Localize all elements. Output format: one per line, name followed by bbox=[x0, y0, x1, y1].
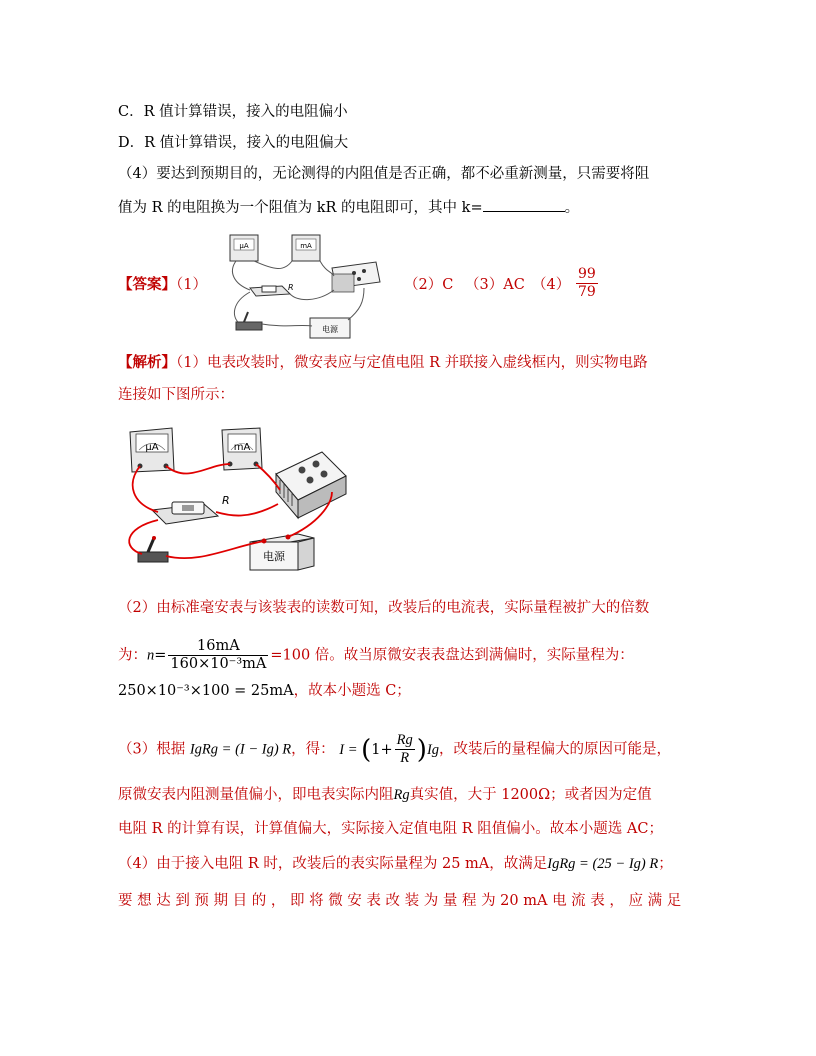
analysis-p3-formula2: I = (1+ $\frac{Rg}{R}$ )Ig bbox=[339, 732, 440, 766]
power-supply-small bbox=[310, 318, 350, 338]
question-4-line2-prefix: 值为 R 的电阻换为一个阻值为 kR 的电阻即可，其中 k= bbox=[118, 200, 483, 216]
resistance-box bbox=[276, 452, 346, 518]
analysis-p3-formula2-numerator: Rg bbox=[396, 732, 413, 748]
analysis-p3-get: ，得： bbox=[291, 741, 335, 758]
analysis-p3-formula2-denominator: R bbox=[400, 750, 410, 766]
analysis-p3-line2 bbox=[118, 784, 652, 806]
power-supply-small-label: 电源 bbox=[322, 325, 338, 334]
analysis-p4-line1-b: ； bbox=[658, 856, 673, 872]
switch-small bbox=[236, 312, 262, 330]
question-4-line2-suffix: 。 bbox=[564, 200, 580, 216]
analysis-p2-prefix: 为： bbox=[118, 647, 147, 664]
analysis-p2-eq: = bbox=[154, 647, 167, 664]
resistance-box-small bbox=[332, 262, 380, 292]
circuit-figure bbox=[118, 424, 354, 584]
analysis-label: 【解析】 bbox=[118, 354, 176, 371]
question-4-line2 bbox=[118, 197, 579, 219]
answer-part2: （2）C bbox=[404, 277, 454, 293]
analysis-p3-line1 bbox=[118, 732, 671, 767]
analysis-p3-line2-b: 真实值，大于 1200Ω；或者因为定值 bbox=[409, 787, 652, 803]
power-supply-label: 电源 bbox=[263, 550, 285, 563]
answer-blank bbox=[483, 197, 565, 212]
microammeter-small-label: μA bbox=[239, 242, 249, 250]
analysis-p3-formula2-lhs: I = bbox=[339, 741, 362, 758]
analysis-p2-n: n bbox=[147, 647, 155, 664]
resistor bbox=[152, 494, 230, 524]
answer-k-denominator: 79 bbox=[578, 284, 596, 300]
answer-part4: （4） bbox=[532, 277, 571, 293]
milliammeter-label: mA bbox=[233, 442, 251, 453]
resistor-label: R bbox=[222, 494, 230, 507]
analysis-p2-numerator: 16mA bbox=[168, 638, 268, 656]
analysis-p3-formula2-tail: Ig bbox=[426, 741, 440, 758]
analysis-p1-line1 bbox=[118, 352, 648, 374]
analysis-p4-line2: 要 想 达 到 预 期 目 的 ， 即 将 微 安 表 改 装 为 量 程 为 20 mA 电 流 表 ， 应 满 足 bbox=[118, 893, 682, 909]
switch bbox=[138, 536, 168, 562]
answer-part1: （1） bbox=[176, 277, 207, 293]
answer-k-fraction bbox=[574, 266, 600, 301]
analysis-p2-denominator: 160×10⁻³mA bbox=[170, 656, 267, 672]
question-4-line1: （4）要达到预期目的，无论测得的内阻值是否正确，都不必重新测量，只需要将阻 bbox=[118, 166, 650, 182]
option-c: C．R 值计算错误，接入的电阻偏小 bbox=[118, 104, 348, 120]
analysis-p2-line3 bbox=[118, 680, 411, 702]
power-supply bbox=[250, 534, 314, 570]
analysis-p1-text: （1）电表改装时，微安表应与定值电阻 R 并联接入虚线框内，则实物电路 bbox=[176, 355, 648, 371]
analysis-p3-suffix: ，改装后的量程偏大的原因可能是， bbox=[439, 741, 672, 758]
analysis-p4-line1 bbox=[118, 853, 673, 875]
milliammeter-small-label: mA bbox=[300, 242, 312, 250]
analysis-p3-line2-a: 原微安表内阻测量值偏小，即电表实际内阻 bbox=[118, 787, 394, 803]
answer-label: 【答案】 bbox=[118, 276, 176, 293]
analysis-p2-conclusion: ，故本小题选 C； bbox=[293, 683, 411, 699]
analysis-p3-formula1: IgRg = (I − Ig) R bbox=[189, 741, 292, 758]
analysis-p2-line2 bbox=[118, 638, 634, 673]
answer-circuit-figure bbox=[214, 232, 386, 342]
microammeter-small bbox=[230, 235, 258, 261]
milliammeter-small bbox=[292, 235, 320, 261]
microammeter bbox=[130, 428, 174, 472]
analysis-p2-calc: 250×10⁻³×100 = 25mA bbox=[118, 683, 294, 699]
microammeter-label: μA bbox=[145, 442, 159, 453]
resistor-small bbox=[250, 283, 294, 296]
answer-part3: （3）AC bbox=[465, 277, 525, 293]
analysis-p3-formula2-one: 1+ bbox=[371, 741, 393, 758]
option-d: D．R 值计算错误，接入的电阻偏大 bbox=[118, 135, 349, 151]
answer-label-line bbox=[118, 274, 207, 296]
analysis-p3-prefix: （3）根据 bbox=[118, 741, 186, 758]
resistor-small-label: R bbox=[288, 283, 294, 292]
analysis-p3-rg: Rg bbox=[393, 787, 410, 803]
answer-k-numerator: 99 bbox=[578, 266, 596, 282]
analysis-p3-line3: 电阻 R 的计算有误，计算值偏大，实际接入定值电阻 R 阻值偏小。故本小题选 AC； bbox=[118, 821, 663, 837]
analysis-p1-line2: 连接如下图所示： bbox=[118, 387, 234, 403]
analysis-p4-formula: IgRg = (25 − Ig) R bbox=[547, 856, 659, 872]
analysis-p4-line1-a: （4）由于接入电阻 R 时，改装后的表实际量程为 25 mA，故满足 bbox=[118, 856, 548, 872]
analysis-p2-result: =100 倍。故当原微安表表盘达到满偏时，实际量程为： bbox=[270, 647, 634, 664]
analysis-p2-line1: （2）由标准毫安表与该装表的读数可知，改装后的电流表，实际量程被扩大的倍数 bbox=[118, 600, 650, 616]
